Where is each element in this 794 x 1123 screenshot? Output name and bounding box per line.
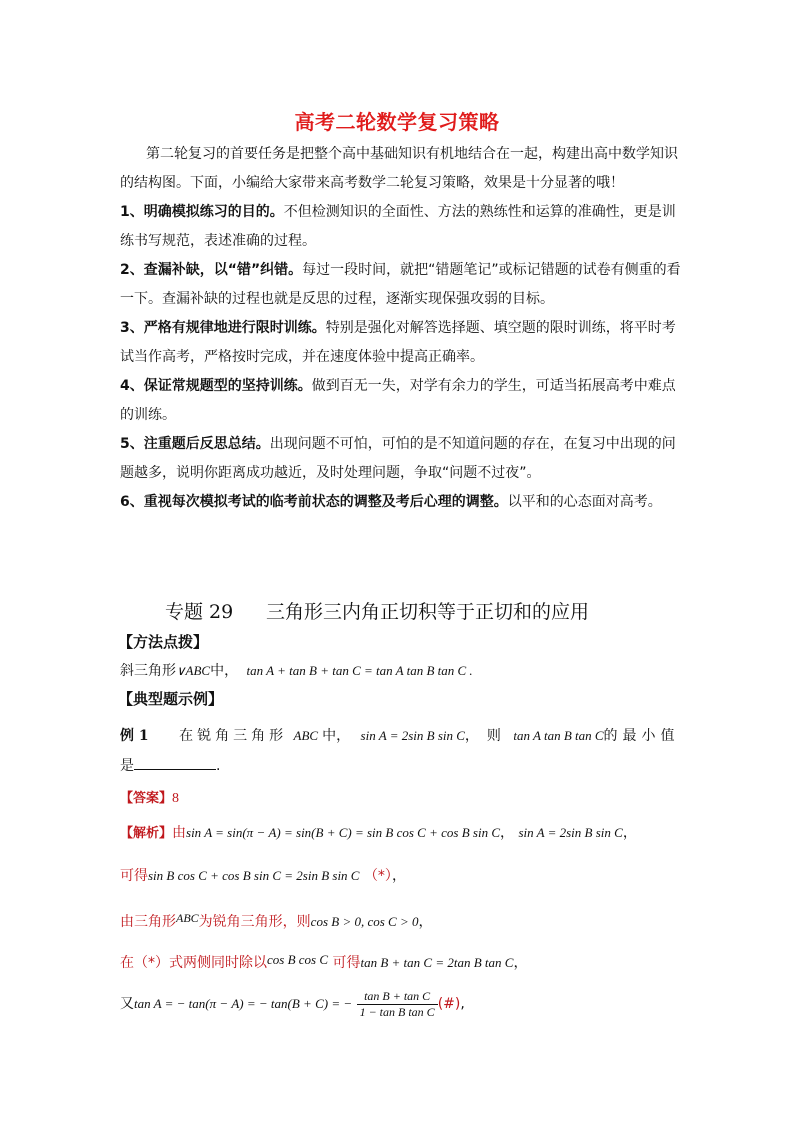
- strategy-4-line-2: 的训练。: [120, 407, 176, 423]
- strategy-1-text: 不但检测知识的全面性、方法的熟练性和运算的准确性，更是训: [283, 204, 676, 220]
- analysis-l1-sep: ，: [500, 825, 514, 841]
- intro-line-2: 的结构图。下面，小编给大家带来高考数学二轮复习策略，效果是十分显著的哦！: [120, 175, 624, 191]
- example-1-mid2: ，则: [464, 728, 509, 744]
- analysis-l3-end: ，: [418, 914, 433, 930]
- analysis-l4-eq: cos B cos C: [267, 952, 329, 967]
- page-title: 高考二轮数学复习策略: [294, 110, 500, 134]
- analysis-l4-b: 可得: [332, 955, 361, 971]
- analysis-l1-eq2: sin A = 2sin B sin C: [518, 825, 623, 840]
- strategy-3-line-2: 试当作高考，严格按时完成，并在速度体验中提高正确率。: [120, 349, 484, 365]
- method-heading: 【方法点拨】: [118, 633, 209, 651]
- analysis-l5-end: ,: [460, 996, 465, 1012]
- analysis-line-1: [120, 823, 637, 844]
- method-prefix: 斜三角形: [120, 663, 176, 679]
- analysis-l5-eq: tan A = − tan(π − A) = − tan(B + C) = −: [134, 996, 353, 1011]
- analysis-l4-eq2: tan B + tan C = 2tan B tan C: [360, 955, 514, 970]
- example-1-line-1: [120, 726, 680, 746]
- strategy-3-text: 特别是强化对解答选择题、填空题的限时训练，将平时考: [325, 320, 676, 336]
- analysis-l2-tag: （*）: [363, 868, 392, 884]
- examples-heading: 【典型题示例】: [118, 690, 224, 708]
- method-mid: 中，: [210, 663, 239, 679]
- example-1-line2-text: 是: [120, 758, 134, 774]
- method-line: [120, 661, 473, 681]
- strategy-6-text: 以平和的心态面对高考。: [507, 494, 662, 510]
- strategy-6-lead: 6、重视每次模拟考试的临考前状态的调整及考后心理的调整。: [120, 494, 508, 510]
- strategy-5-line-2: 题越多，说明你距离成功越近，及时处理问题，争取“问题不过夜”。: [120, 465, 541, 481]
- strategy-2-lead: 2、查漏补缺，以“错”纠错。: [120, 262, 303, 278]
- answer-line: [120, 788, 179, 809]
- topic-number: 专题 29: [165, 601, 234, 623]
- strategy-5-text: 出现问题不可怕，可怕的是不知道问题的存在，在复习中出现的问: [269, 436, 676, 452]
- analysis-l4-end: ，: [513, 955, 528, 971]
- analysis-l2-end: ，: [391, 868, 406, 884]
- strategy-5-line-1: [120, 434, 676, 454]
- analysis-l3-eq: cos B > 0, cos C > 0: [310, 914, 419, 929]
- analysis-l4-a: 在（*）式两侧同时除以: [120, 955, 267, 971]
- analysis-l3-a: 由三角形: [120, 914, 176, 930]
- strategy-1-line-1: [120, 202, 676, 222]
- fraction-numerator: tan B + tan C: [357, 989, 438, 1005]
- strategy-2-line-1: [120, 260, 681, 280]
- analysis-l5-tag: (#): [437, 996, 461, 1012]
- example-1-expression: tan A tan B tan C: [513, 728, 604, 743]
- analysis-line-2: [120, 866, 406, 886]
- fraction-denominator: 1 − tan B tan C: [359, 1004, 435, 1019]
- example-1-tail: 的最小值: [603, 728, 680, 744]
- analysis-l3-b: 为锐角三角形，则: [198, 914, 311, 930]
- example-1-condition: sin A = 2sin B sin C: [360, 728, 465, 743]
- example-1-label: 例 1: [120, 728, 149, 744]
- topic-name: 三角形三内角正切积等于正切和的应用: [266, 601, 590, 623]
- strategy-4-lead: 4、保证常规题型的坚持训练。: [120, 378, 312, 394]
- intro-line-1: 第二轮复习的首要任务是把整个高中基础知识有机地结合在一起，构建出高中数学知识: [146, 146, 678, 162]
- analysis-l1-end: ，: [622, 825, 637, 841]
- strategy-1-line-2: 练书写规范，表述准确的过程。: [120, 233, 316, 249]
- answer-tag: 【答案】: [120, 791, 173, 806]
- analysis-line-5: [120, 984, 465, 1024]
- strategy-2-line-2: 一下。查漏补缺的过程也就是反思的过程，逐渐实现保强攻弱的目标。: [120, 291, 554, 307]
- analysis-l1-a: 由: [172, 825, 187, 841]
- answer-blank: [134, 755, 216, 770]
- strategy-4-text: 做到百无一失，对学有余力的学生，可适当拓展高考中难点: [311, 378, 676, 394]
- strategy-3-line-1: [120, 318, 676, 338]
- analysis-l2-eq: sin B cos C + cos B sin C = 2sin B sin C: [148, 868, 360, 883]
- example-1-end: .: [216, 758, 221, 774]
- analysis-line-3: [120, 908, 433, 932]
- analysis-l3-abc: ABC: [176, 911, 199, 925]
- strategy-1-lead: 1、明确模拟练习的目的。: [120, 204, 284, 220]
- strategy-5-lead: 5、注重题后反思总结。: [120, 436, 270, 452]
- analysis-tag: 【解析】: [120, 826, 173, 841]
- analysis-line-4: [120, 950, 527, 973]
- example-1-pre: 在锐角三角形: [179, 728, 288, 744]
- answer-value: 8: [172, 791, 180, 806]
- strategy-4-line-1: [120, 376, 676, 396]
- analysis-l5-a: 又: [120, 996, 134, 1012]
- analysis-l2-a: 可得: [120, 868, 148, 884]
- strategy-2-text: 每过一段时间，就把“错题笔记”或标记错题的试卷有侧重的看: [302, 262, 681, 278]
- strategy-3-lead: 3、严格有规律地进行限时训练。: [120, 320, 326, 336]
- example-1-abc: ABC: [293, 728, 319, 743]
- strategy-6-line-1: [120, 492, 662, 512]
- example-1-mid1: 中，: [322, 728, 351, 744]
- method-formula: tan A + tan B + tan C = tan A tan B tan C .: [246, 663, 473, 678]
- example-1-line-2: [120, 755, 220, 776]
- analysis-l5-fraction: [357, 989, 438, 1020]
- analysis-l1-eq: sin A = sin(π − A) = sin(B + C) = sin B cos C + cos B sin C: [186, 825, 500, 840]
- method-triangle: ∨ABC: [176, 663, 211, 678]
